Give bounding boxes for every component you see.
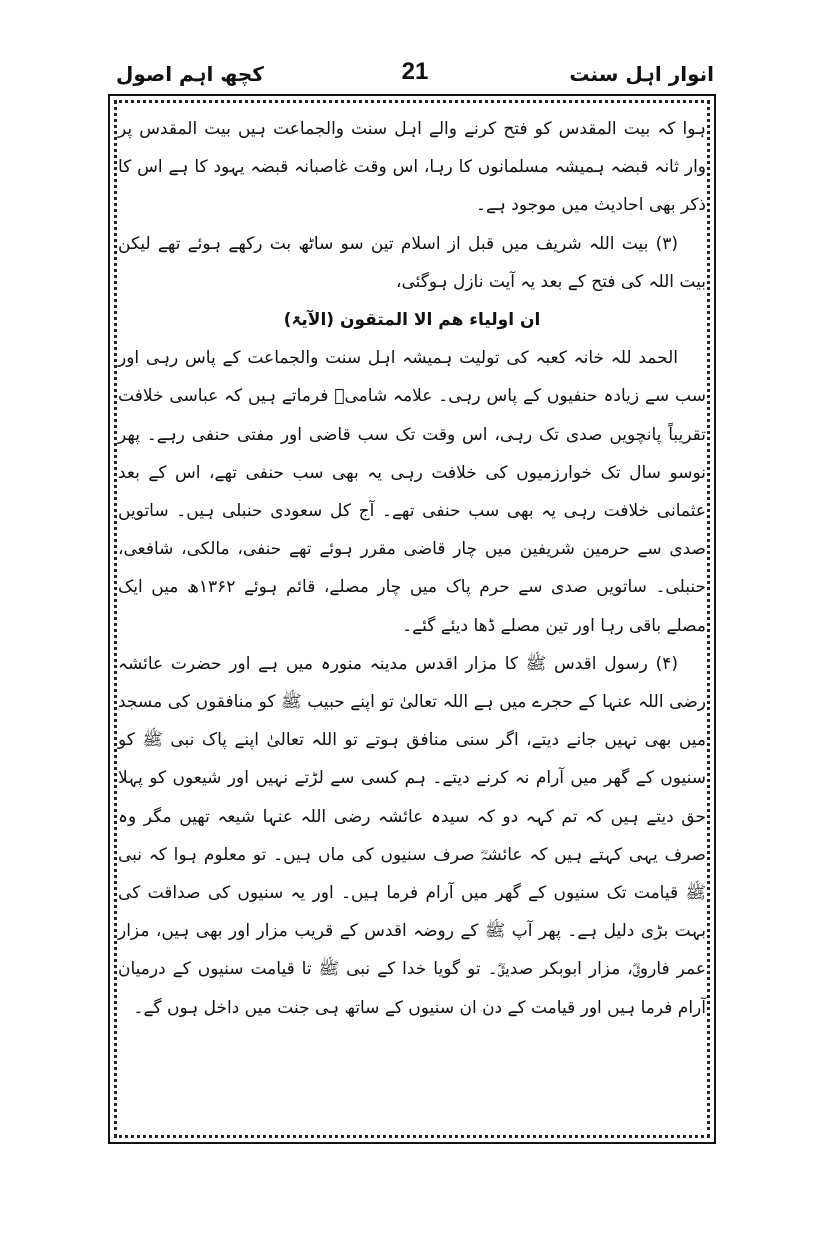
paragraph-1: ہوا کہ بیت المقدس کو فتح کرنے والے اہل سنت والجماعت ہیں بیت المقدس پر وار ثانہ قبضہ ہمیشہ مسلمانوں کا رہا، اس وقت غاصبانہ قبضہ یہود کا ہے اس کا ذکر بھی احادیث میں موجود ہے۔ (118, 119, 706, 216)
book-title: انوار اہل سنت (569, 62, 714, 86)
paragraph-4: (۴) رسول اقدس ﷺ کا مزار اقدس مدینہ منورہ میں ہے اور حضرت عائشہ رضی اللہ عنہا کے حجرے میں ہے اللہ تعالیٰ تو اپنے حبیب ﷺ کو منافقوں کی مسجد میں بھی نہیں جانے دیتے، اگر سنی منافق ہوتے تو اللہ تعالیٰ اپنے پاک نبی ﷺ کو سنیوں کے گھر میں آرام نہ کرنے دیتے۔ ہم کسی سے لڑتے نہیں اور شیعوں کو پہلا حق دیتے ہیں کہ تم کہہ دو کہ سیدہ عائشہ رضی اللہ عنہا شیعہ تھیں مگر وہ صرف یہی کہتے ہیں کہ عائشہؓ صرف سنیوں کی ماں ہیں۔ تو معلوم ہوا کہ نبی ﷺ قیامت تک سنیوں کے گھر میں آرام فرما ہیں۔ اور یہ سنیوں کی صداقت کی بہت بڑی دلیل ہے۔ پھر آپ ﷺ کے روضہ اقدس کے قریب مزار اور بھی ہیں، مزار عمر فاروقؓ، مزار ابوبکر صدیقؓ۔ تو گویا خدا کے نبی ﷺ تا قیامت سنیوں کے درمیان آرام فرما ہیں اور قیامت کے دن ان سنیوں کے ساتھ ہی جنت میں داخل ہوں گے۔ (118, 653, 706, 1018)
chapter-title: کچھ اہم اصول (116, 62, 264, 86)
page-body (118, 110, 706, 1027)
quranic-verse-heading: ان اولیاء ھم الا المتقون (الآیۃ) (283, 310, 541, 331)
page-number: 21 (401, 58, 429, 85)
paragraph-3: الحمد للہ خانہ کعبہ کی تولیت ہمیشہ اہل سنت والجماعت کے پاس رہی اور سب سے زیادہ حنفیوں کے پاس رہی۔ علامہ شامیؒ فرماتے ہیں کہ عباسی خلافت تقریباً پانچویں صدی تک رہی، اس وقت تک سب قاضی اور مفتی حنفی رہے۔ پھر نوسو سال تک خوارزمیوں کی خلافت رہی یہ بھی سب حنفی تھے، اس کے بعد عثمانی خلافت رہی یہ بھی سب حنفی تھے۔ آج کل سعودی حنبلی ہیں۔ ساتویں صدی سے حرمین شریفین میں چار قاضی مقرر ہوئے تھے حنفی، مالکی، شافعی، حنبلی۔ ساتویں صدی سے حرم پاک میں چار مصلے، قائم ہوئے ۱۳۶۲ھ میں ایک مصلے باقی رہا اور تین مصلے ڈھا دیئے گئے۔ (118, 348, 706, 636)
paragraph-2: (۳) بیت اللہ شریف میں قبل از اسلام تین سو ساٹھ بت رکھے ہوئے تھے لیکن بیت اللہ کی فتح کے بعد یہ آیت نازل ہوگئی، (118, 233, 706, 292)
page-header (110, 56, 720, 92)
